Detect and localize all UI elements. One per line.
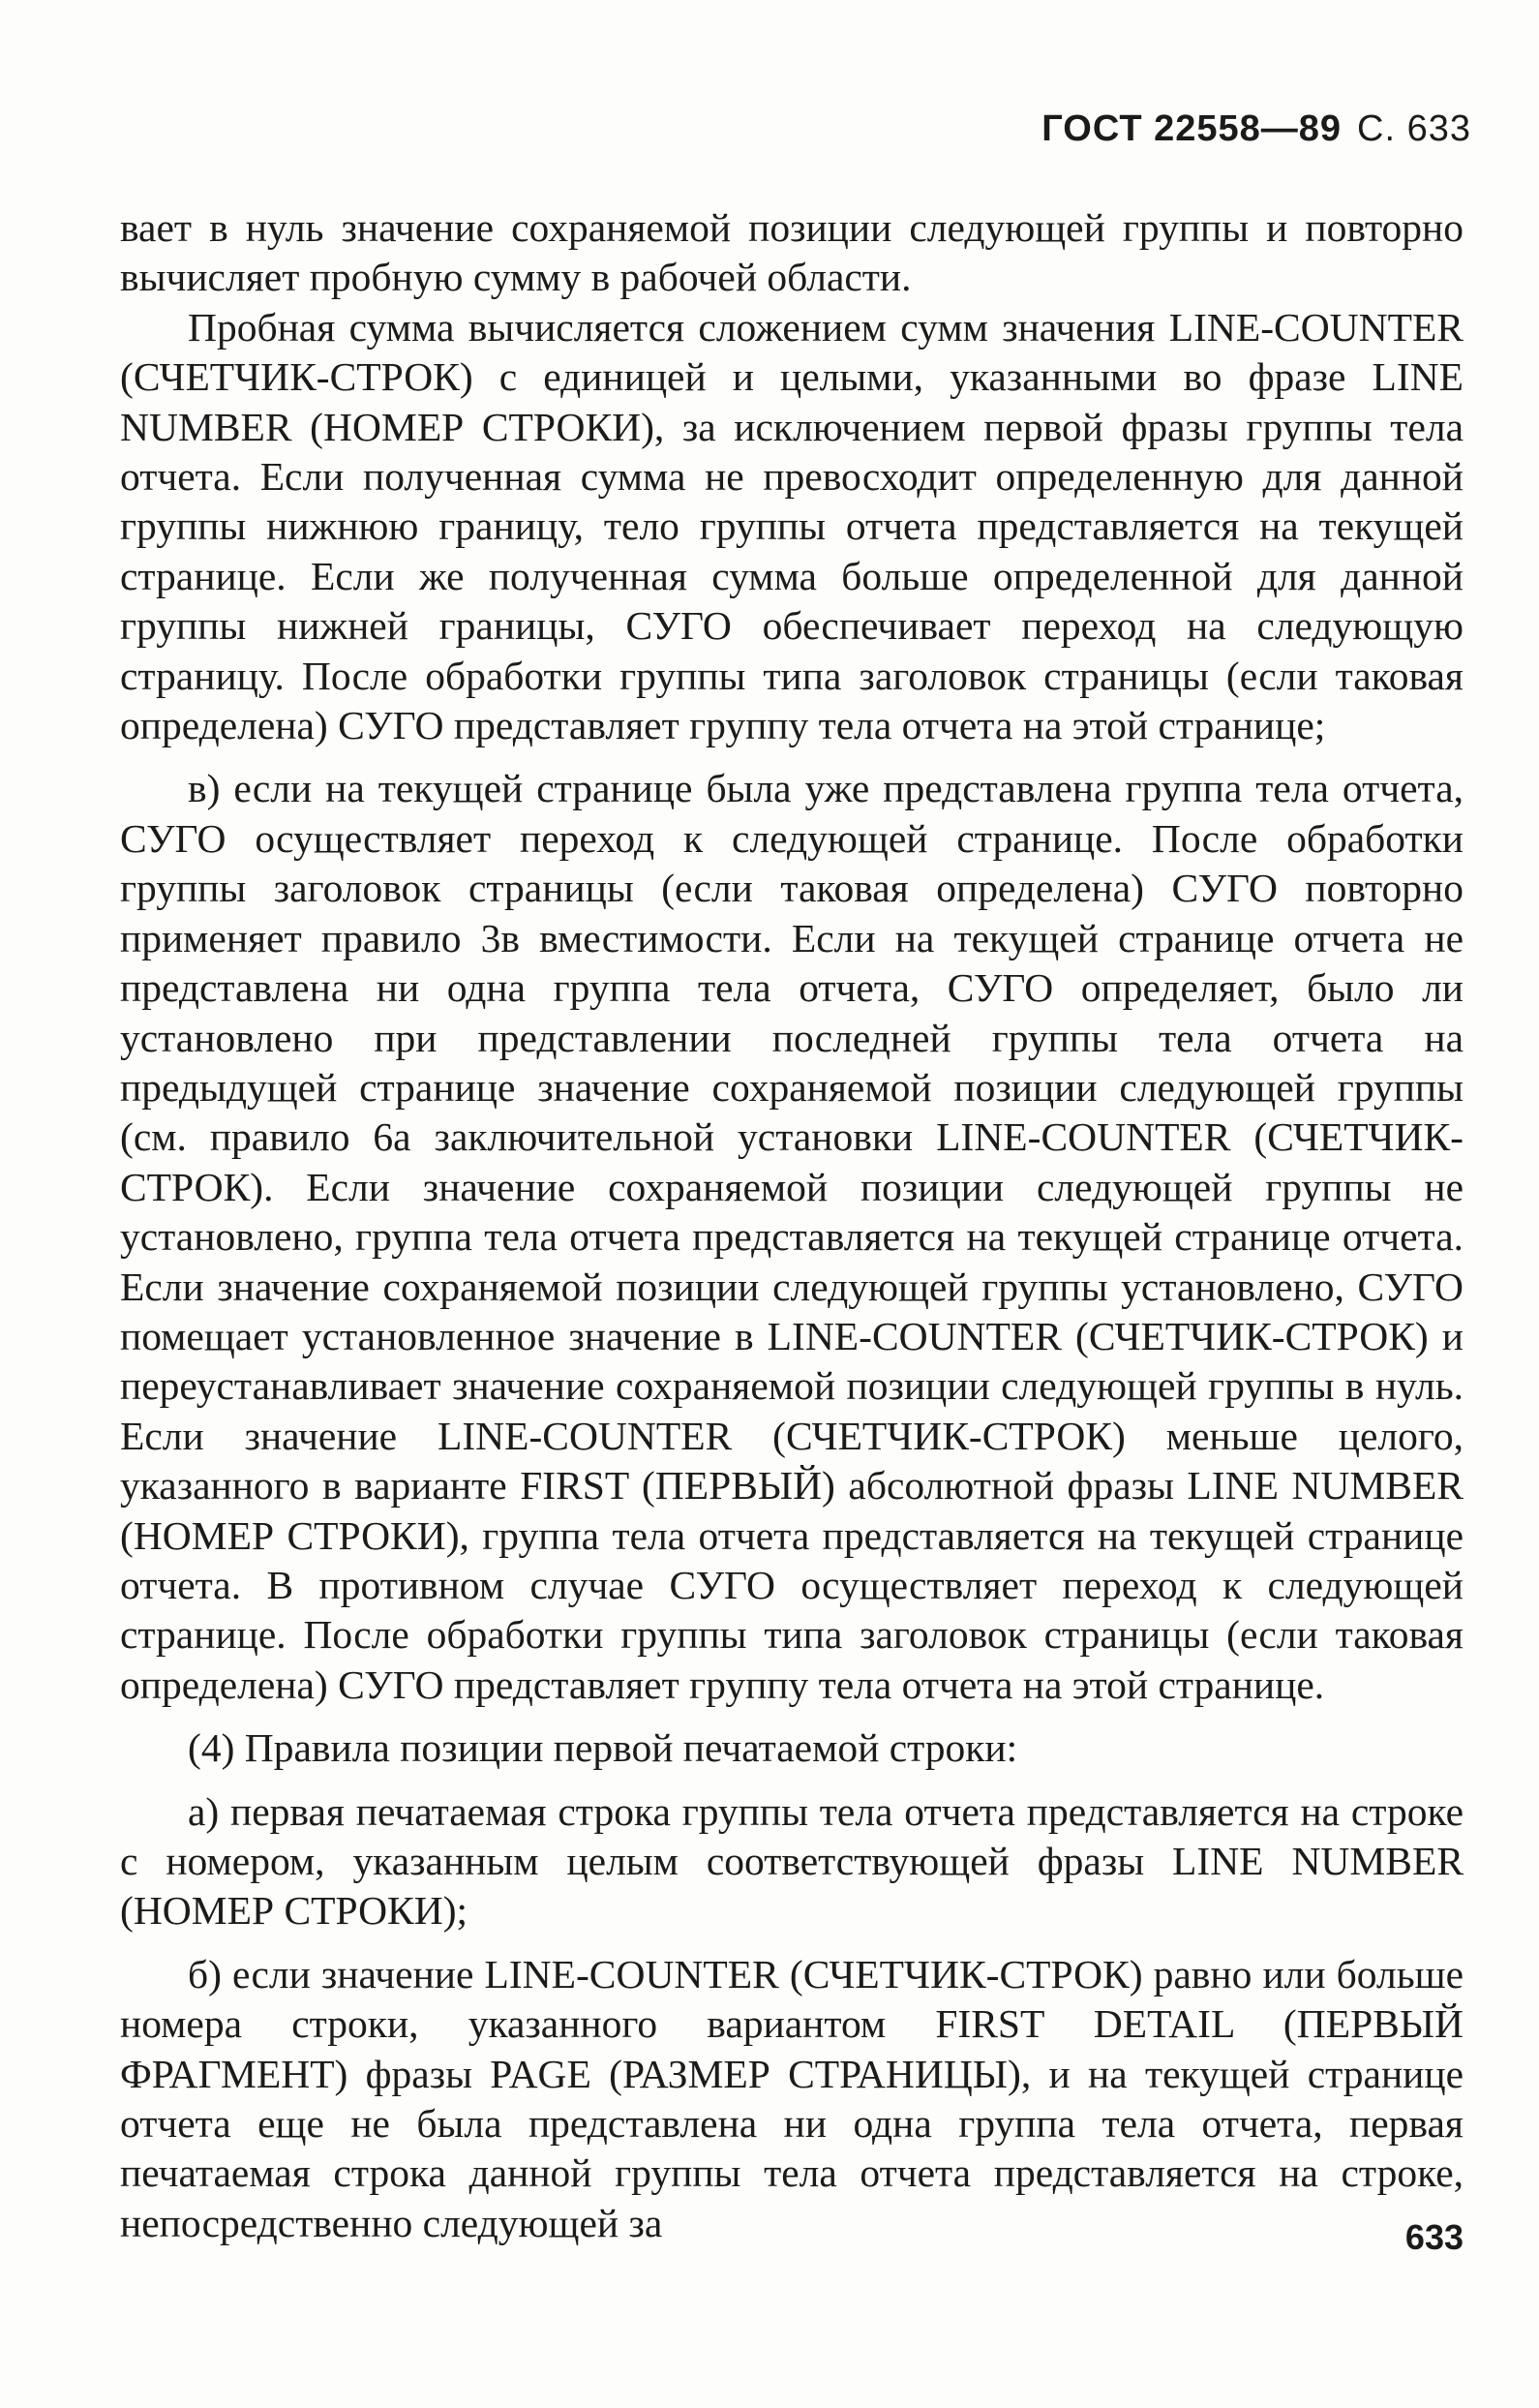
- paragraph-item-a: а) первая печатаемая строка группы тела отчета представляется на строке с номером, указанным целым соответствующей фразы LINE NUMBER (НОМЕР СТРОКИ);: [120, 1788, 1464, 1934]
- page-number: 633: [1404, 2217, 1464, 2257]
- paragraph-item-b: б) если значение LINE-COUNTER (СЧЕТЧИК-СТРОК) равно или больше номера строки, указанного вариантом FIRST DETAIL (ПЕРВЫЙ ФРАГМЕНТ) фразы PAGE (РАЗМЕР СТРАНИЦЫ), и на текущей странице отчета еще не была представлена ни одна группа тела отчета, первая печатаемая строка данной группы тела отчета представляется на строке, непосредственно следующей за: [120, 1951, 1464, 2245]
- header-page-label: С. 633: [1357, 108, 1471, 149]
- paragraph-rule-4-heading: (4) Правила позиции первой печатаемой строки:: [188, 1725, 1018, 1771]
- page-header: [1041, 108, 1471, 150]
- paragraph-checksum: Пробная сумма вычисляется сложением сумм значения LINE-COUNTER (СЧЕТЧИК-СТРОК) с единицей и целыми, указанными во фразе LINE NUMBER (НОМЕР СТРОКИ), за исключением первой фразы группы тела отчета. Если полученная сумма не превосходит определенную для данной группы нижнюю границу, тело группы отчета представляется на текущей странице. Если же полученная сумма больше определенной для данной группы нижней границы, СУГО обеспечивает переход на следующую страницу. После обработки группы типа заголовок страницы (если таковая определена) СУГО представляет группу тела отчета на этой странице;: [120, 304, 1464, 748]
- paragraph-item-v: в) если на текущей странице была уже представлена группа тела отчета, СУГО осуществляет переход к следующей странице. После обработки группы заголовок страницы (если таковая определена) СУГО повторно применяет правило 3в вместимости. Если на текущей странице отчета не представлена ни одна группа тела отчета, СУГО определяет, было ли установлено при представлении последней группы тела отчета на предыдущей странице значение сохраняемой позиции следующей группы (см. правило 6а заключительной установки LINE-COUNTER (СЧЕТЧИК-СТРОК). Если значение сохраняемой позиции следующей группы не установлено, группа тела отчета представляется на текущей странице отчета. Если значение сохраняемой позиции следующей группы установлено, СУГО помещает установленное значение в LINE-COUNTER (СЧЕТЧИК-СТРОК) и переустанавливает значение сохраняемой позиции следующей группы в нуль. Если значение LINE-COUNTER (СЧЕТЧИК-СТРОК) меньше целого, указанного в варианте FIRST (ПЕРВЫЙ) абсолютной фразы LINE NUMBER (НОМЕР СТРОКИ), группа тела отчета представляется на текущей странице отчета. В противном случае СУГО осуществляет переход к следующей странице. После обработки группы типа заголовок страницы (если таковая определена) СУГО представляет группу тела отчета на этой странице.: [120, 766, 1464, 1707]
- standard-number: ГОСТ 22558—89: [1041, 108, 1343, 149]
- paragraph-continuation: вает в нуль значение сохраняемой позиции следующей группы и повторно вычисляет пробную сумму в рабочей области.: [120, 205, 1464, 300]
- body-text: [120, 203, 1464, 2248]
